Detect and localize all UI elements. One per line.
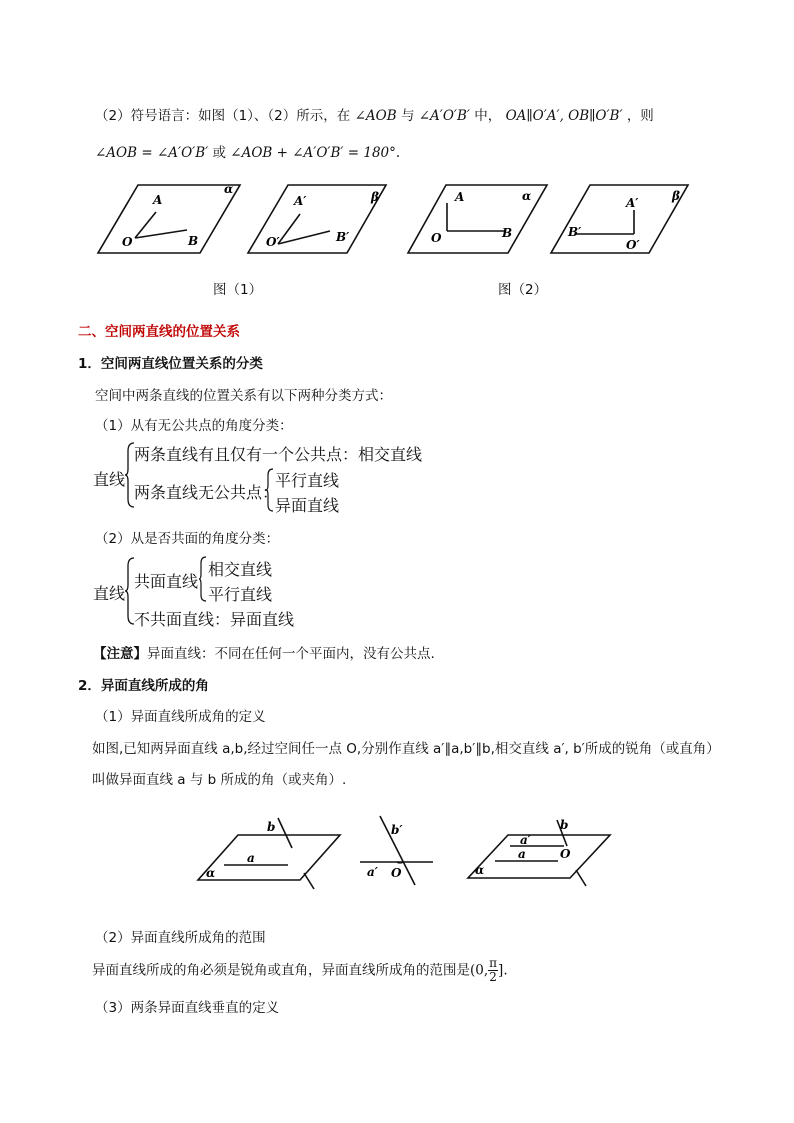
label-a-prime: a′: [367, 865, 378, 879]
parallel-angle-figures: [95, 180, 705, 265]
note-text: 异面直线：不同在任何一个平面内，没有公共点.: [147, 646, 435, 662]
range-text: 异面直线所成的角必须是锐角或直角，异面直线所成角的范围是: [92, 962, 470, 979]
label-b-fig-a: b: [267, 820, 276, 834]
symbolic-language-line: [95, 104, 654, 124]
label-a-fig-a: a: [247, 851, 255, 865]
plane-alpha-1: [98, 185, 240, 253]
subsection-2-title: 2．异面直线所成的角: [78, 678, 209, 694]
range-close: ].: [498, 962, 508, 979]
pi-symbol: π: [489, 956, 498, 970]
definition-title: （1）异面直线所成角的定义: [95, 709, 266, 725]
subsection-1-title: 1．空间两直线位置关系的分类: [78, 356, 263, 372]
mid-text: 中，: [474, 108, 502, 124]
label-O-prime-2: O′: [626, 238, 640, 252]
perpendicular-title: （3）两条异面直线垂直的定义: [95, 1000, 280, 1016]
plane-beta-2: [551, 185, 688, 253]
equal-angles: ∠AOB = ∠A′O′B′: [95, 145, 209, 161]
label-O: O: [122, 235, 133, 249]
caption-fig-1: 图（1）: [213, 282, 263, 298]
tree1-sub-brace: [265, 468, 275, 512]
label-b-prime: b′: [391, 823, 403, 837]
tree2-noncoplanar: 不共面直线：异面直线: [134, 610, 295, 629]
label-O-fig-c: O: [560, 847, 571, 861]
classification-2-title: （2）从是否共面的角度分类：: [95, 531, 280, 547]
pi-over-2: [488, 957, 498, 984]
label-A-2: A: [455, 190, 465, 204]
plane-alpha-skew-2: [468, 835, 610, 878]
range-line: [92, 957, 508, 984]
label-A-prime-2: A′: [626, 196, 639, 210]
label-a-prime-fig-c: a′: [520, 833, 531, 847]
tree2-root: 直线: [93, 584, 126, 603]
tree1-skew: 异面直线: [275, 496, 340, 515]
label-O-2: O: [431, 231, 442, 245]
label-alpha-2: α: [522, 189, 532, 203]
label-a-fig-c: a: [518, 847, 526, 861]
denominator-2: 2: [489, 970, 497, 984]
definition-para-2: 叫做异面直线 a 与 b 所成的角（或夹角）.: [92, 772, 347, 788]
label-b-fig-c: b: [560, 818, 569, 832]
symbolic-label: （2）符号语言：如图（1）、（2）所示，在: [95, 108, 351, 124]
tree2-coplanar: 共面直线: [134, 572, 199, 591]
tree2-sub-brace: [198, 556, 208, 602]
angle-aob: ∠AOB: [354, 108, 397, 124]
tree1-branch-a: 两条直线有且仅有一个公共点：相交直线: [134, 445, 423, 464]
tree1-parallel: 平行直线: [275, 471, 340, 490]
label-B-prime-2: B′: [568, 225, 582, 239]
caption-fig-2: 图（2）: [498, 282, 548, 298]
label-alpha-1: α: [224, 182, 234, 196]
tree2-intersecting: 相交直线: [208, 560, 273, 579]
label-beta-1: β: [371, 190, 379, 204]
label-O-prime: O′: [266, 235, 280, 249]
note-tag: 【注意】: [93, 646, 147, 662]
label-O-fig-b: O: [391, 866, 402, 880]
section-heading: 二、空间两直线的位置关系: [78, 324, 240, 340]
supplementary-angles: ∠AOB + ∠A′O′B′ = 180°.: [230, 145, 401, 161]
label-beta-2: β: [672, 189, 680, 203]
label-alpha-fig-a: α: [206, 866, 216, 880]
classification-1-title: （1）从有无公共点的角度分类：: [95, 418, 293, 434]
tree1-root: 直线: [93, 470, 126, 489]
or-text: 或: [212, 145, 226, 161]
label-B: B: [188, 234, 199, 248]
label-alpha-fig-c: α: [475, 863, 485, 877]
definition-para-1: 如图,已知两异面直线 a,b,经过空间任一点 O,分别作直线 a′∥a,b′∥b,相交直线 a′, b′所成的锐角（或直角）: [92, 741, 720, 757]
conj-with: 与: [400, 108, 415, 124]
angle-a2o2b2: ∠A′O′B′: [418, 108, 470, 124]
parallel-condition: OA∥O′A′, OB∥O′B′: [505, 108, 623, 124]
plane-alpha-skew: [198, 835, 340, 880]
label-B-2: B: [502, 226, 513, 240]
note-line: [93, 642, 435, 662]
range-open: (0,: [470, 962, 489, 979]
label-B-prime: B′: [336, 230, 350, 244]
range-title: （2）异面直线所成角的范围: [95, 930, 266, 946]
skew-lines-figures: [190, 810, 630, 890]
equation-line: [95, 141, 400, 161]
label-A: A: [153, 193, 163, 207]
then-text: ，则: [626, 108, 654, 124]
label-A-prime: A′: [294, 194, 307, 208]
tree2-parallel: 平行直线: [208, 585, 273, 604]
tree1-branch-b: 两条直线无公共点：: [134, 483, 279, 502]
classification-intro: 空间中两条直线的位置关系有以下两种分类方式：: [95, 388, 392, 404]
